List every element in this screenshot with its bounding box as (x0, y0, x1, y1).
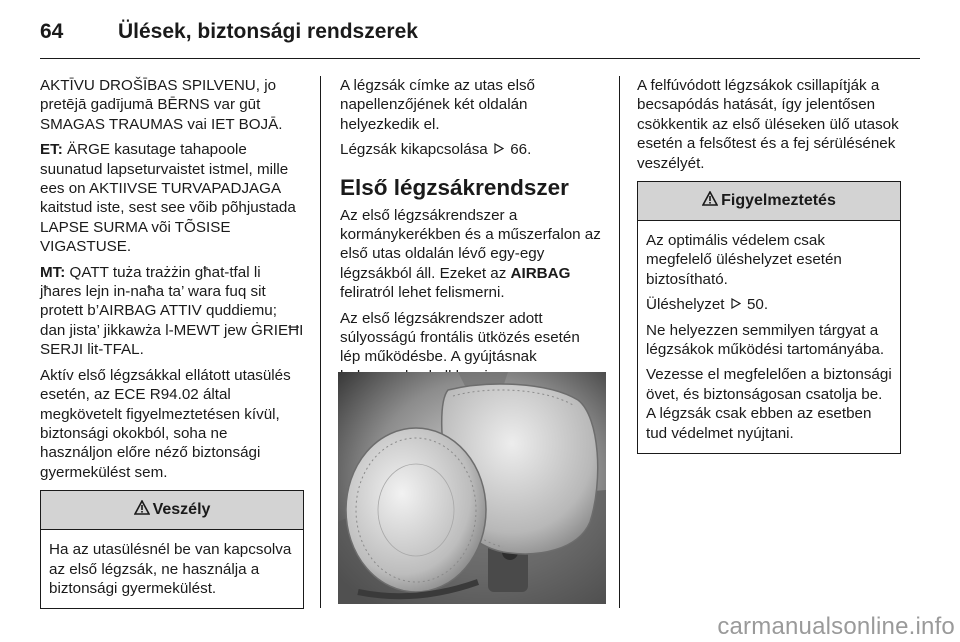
danger-box-text: Ha az utasülésnél be van kapcsolva az első légzsák, ne használja a biztonsági gyermekülést. (49, 541, 292, 597)
warning-text-seatbelt: Vezesse el megfelelően a biztonsági övet, és biztonságosan csatolja be. A légzsák csak ebben az esetben tud védelmet nyújtani. (646, 366, 892, 442)
system-desc-text-2: feliratról lehet felismerni. (340, 284, 505, 302)
paragraph-forward-facing: Aktív első légzsákkal ellátott utasülés esetén, az ECE R94.02 által megkövetelt figyelmeztetésen kívül, biztonsági okokból, soha ne használjon előre néző biztonsági gyermekülést sem. (40, 366, 291, 481)
paragraph-et-text: ÄRGE kasutage tahapoole suunatud lapseturvaistet istmel, mille ees on AKTIIVSE TURVAPADJAGA kaitstud iste, sest see võib põhjustada LAPSE SURMA või TÕSISE VIGASTUSE. (40, 141, 296, 256)
seat-position-page-link[interactable]: 50. (746, 296, 769, 314)
airbag-label-bold: AIRBAG (510, 264, 571, 282)
seat-position-ref-text: Üléshelyzet (646, 296, 725, 314)
column-3 (637, 76, 901, 454)
paragraph-airbag-label: A légzsák címke az utas első napellenzőjének két oldalán helyezkedik el. (340, 77, 535, 133)
paragraph-mt-warning (40, 263, 304, 360)
column-divider-2 (619, 76, 620, 608)
warning-box-title: Figyelmeztetés (721, 192, 836, 210)
page-reference-icon (494, 140, 504, 159)
airbag-illustration (338, 372, 606, 604)
warning-text-objects: Ne helyezzen semmilyen tárgyat a légzsákok működési tartományába. (646, 321, 885, 359)
page-reference-icon (731, 295, 741, 314)
paragraph-inflated-airbags: A felfúvódott légzsákok csillapítják a becsapódás hatását, így jelentősen csökkentik az első üléseken ülő utasok esetén a felsőtest és a fej sérülésének veszélyét. (637, 77, 899, 172)
paragraph-system-description (340, 206, 604, 303)
page-number: 64 (40, 20, 64, 43)
warning-box (637, 181, 901, 454)
danger-box-body (41, 530, 303, 608)
paragraph-lv-warning: AKTĪVU DROŠĪBAS SPILVENU, jo pretējā gadījumā BĒRNS var gūt SMAGAS TRAUMAS vai IET BOJĀ. (40, 77, 283, 133)
column-divider-1 (320, 76, 321, 608)
danger-box-header (41, 491, 303, 530)
paragraph-deactivation-ref (340, 140, 604, 159)
lang-code-et: ET: (40, 141, 63, 159)
danger-box-title: Veszély (152, 501, 211, 519)
section-heading: Első légzsákrendszer (340, 174, 569, 200)
page-header (40, 14, 920, 54)
column-2 (340, 76, 604, 392)
warning-box-header (638, 182, 900, 221)
watermark: carmanualsonline.info (717, 613, 955, 640)
lang-code-mt: MT: (40, 263, 66, 281)
column-1 (40, 76, 304, 609)
paragraph-et-warning (40, 140, 304, 256)
system-desc-text-1: Az első légzsákrendszer a kormánykerékben és a műszerfalon az első utas oldalán lévő egy-egy légzsákból áll. Ezeket az (340, 206, 601, 282)
paragraph-activation: Az első légzsákrendszer adott súlyosságú frontális ütközés esetén lép működésbe. A gyújtásnak (340, 309, 580, 366)
warning-triangle-icon (134, 500, 150, 520)
warning-triangle-icon (702, 191, 718, 211)
warning-text-protection: Az optimális védelem csak megfelelő üléshelyzet esetén biztosítható. (646, 232, 842, 288)
deactivation-page-link[interactable]: 66. (510, 141, 532, 159)
deactivation-ref-text: Légzsák kikapcsolása (340, 141, 488, 159)
danger-box (40, 490, 304, 609)
chapter-title: Ülések, biztonsági rendszerek (118, 20, 418, 43)
warning-box-body (638, 221, 900, 453)
warning-seat-position-ref (646, 295, 892, 314)
header-rule (40, 58, 920, 59)
paragraph-mt-text: QATT tuża trażżin għat-tfal li jħares lejn in-naħa ta’ wara fuq sit protett b’AIRBAG ATTIV quddiemu; dan jista’ jikkawża l-MEWT jew ĠRIEĦI SERJI lit-TFAL. (40, 263, 304, 359)
